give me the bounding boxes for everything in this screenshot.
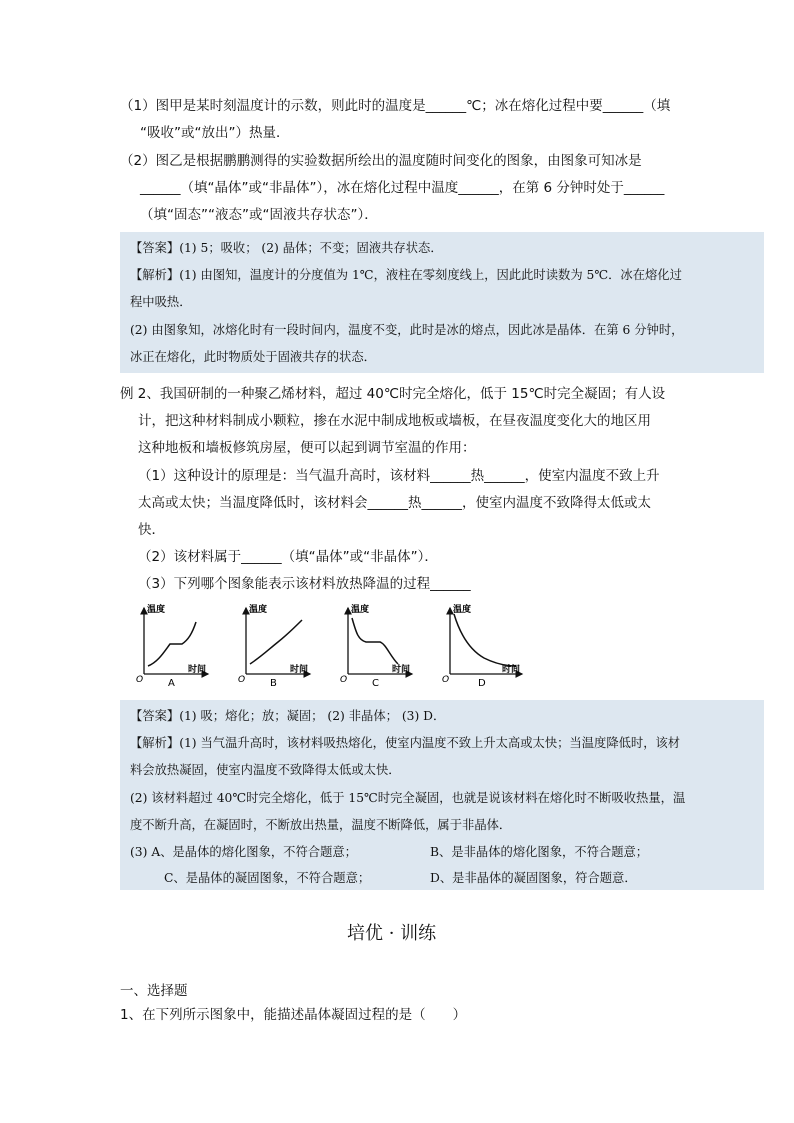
graph-d [442,603,522,689]
ex2-line-4: （1）这种设计的原理是：当气温升高时，该材料______热______，使室内温度不致上升 [138,468,660,484]
choice-question-1: 1、在下列所示图象中，能描述晶体凝固过程的是（ ） [120,1007,467,1023]
answer-box-2 [120,700,764,890]
q1-line-2: “吸收”或“放出”）热量． [140,125,290,141]
graph-b [238,603,310,689]
answer-1-analysis-3: (2) 由图象知，冰熔化时有一段时间内，温度不变，此时是冰的熔点，因此冰是晶体．在第 6 分钟时， [130,323,684,337]
graph-b-xlabel: 时间 [290,665,309,675]
answer-1-analysis-4: 冰正在熔化，此时物质处于固液共存的状态． [130,350,376,364]
answer-2-analysis-1: 【解析】(1) 当气温升高时，该材料吸热熔化，使室内温度不致上升太高或太快；当温度降低时，该材 [130,736,681,750]
q1-line-5: （填“固态”“液态”或“固液共存状态”）． [140,207,378,223]
graph-a-ylabel: 温度 [147,605,166,615]
answer-2-option-c: C、是晶体的凝固图象，不符合题意； [164,871,371,885]
ex2-line-7: （2）该材料属于______（填“晶体”或“非晶体”）． [138,549,438,565]
graph-d-label: D [478,678,486,689]
graph-a [136,603,208,689]
answer-2-analysis-2: 料会放热凝固，使室内温度不致降得太低或太快． [130,763,401,777]
answer-2-answer: 【答案】(1) 吸；熔化；放；凝固； (2) 非晶体； (3) D． [130,709,446,723]
answer-2-option-b: B、是非晶体的熔化图象，不符合题意； [430,845,649,859]
answer-1-analysis-1: 【解析】(1) 由图知，温度计的分度值为 1℃，液柱在零刻度线上，因此此时读数为 5℃．冰在熔化过 [130,268,682,282]
answer-2-analysis-4: 度不断升高，在凝固时，不断放出热量，温度不断降低，属于非晶体． [130,818,512,832]
graph-a-origin: O [136,675,144,685]
answer-2-option-d: D、是非晶体的凝固图象，符合题意． [430,871,637,885]
graph-b-label: B [270,678,277,689]
ex2-line-5: 太高或太快；当温度降低时，该材料会______热______，使室内温度不致降得太低或太 [138,495,651,511]
q1-line-1: （1）图甲是某时刻温度计的示数，则此时的温度是______℃；冰在熔化过程中要______（填 [120,98,671,114]
ex2-line-2: 计，把这种材料制成小颗粒，掺在水泥中制成地板或墙板，在昼夜温度变化大的地区用 [138,413,651,429]
answer-box-1 [120,232,764,373]
graph-c-xlabel: 时间 [392,665,411,675]
answer-1-answer: 【答案】(1) 5；吸收； (2) 晶体；不变；固液共存状态． [130,241,443,255]
graph-b-ylabel: 温度 [249,605,268,615]
ex2-line-3: 这种地板和墙板修筑房屋，便可以起到调节室温的作用： [138,440,476,456]
ex2-line-6: 快． [138,522,165,538]
graph-b-origin: O [238,675,246,685]
graph-d-origin: O [442,675,450,685]
q1-line-3: （2）图乙是根据鹏鹏测得的实验数据所绘出的温度随时间变化的图象，由图象可知冰是 [120,153,642,169]
answer-1-analysis-2: 程中吸热． [130,295,192,309]
graphs-figure [130,600,530,690]
graph-c-origin: O [340,675,348,685]
answer-2-analysis-3: (2) 该材料超过 40℃时完全熔化，低于 15℃时完全凝固，也就是说该材料在熔化时不断吸收热量，温 [130,791,686,805]
ex2-line-1: 例 2、我国研制的一种聚乙烯材料，超过 40℃时完全熔化，低于 15℃时完全凝固；有人设 [120,386,666,402]
answer-2-option-a: (3) A、是晶体的熔化图象，不符合题意； [130,845,357,859]
q1-line-4: ______（填“晶体”或“非晶体”），冰在熔化过程中温度______，在第 6 分钟时处于______ [140,180,665,196]
ex2-line-8: （3）下列哪个图象能表示该材料放热降温的过程______ [138,576,471,592]
part-heading: 一、选择题 [120,983,188,999]
graph-a-xlabel: 时间 [188,665,207,675]
graph-d-xlabel: 时间 [502,665,521,675]
graph-c-label: C [372,678,379,689]
graph-d-ylabel: 温度 [453,605,472,615]
section-title: 培优 · 训练 [347,923,437,944]
graph-c-ylabel: 温度 [351,605,370,615]
graph-c [340,603,412,689]
graph-a-label: A [168,678,175,689]
